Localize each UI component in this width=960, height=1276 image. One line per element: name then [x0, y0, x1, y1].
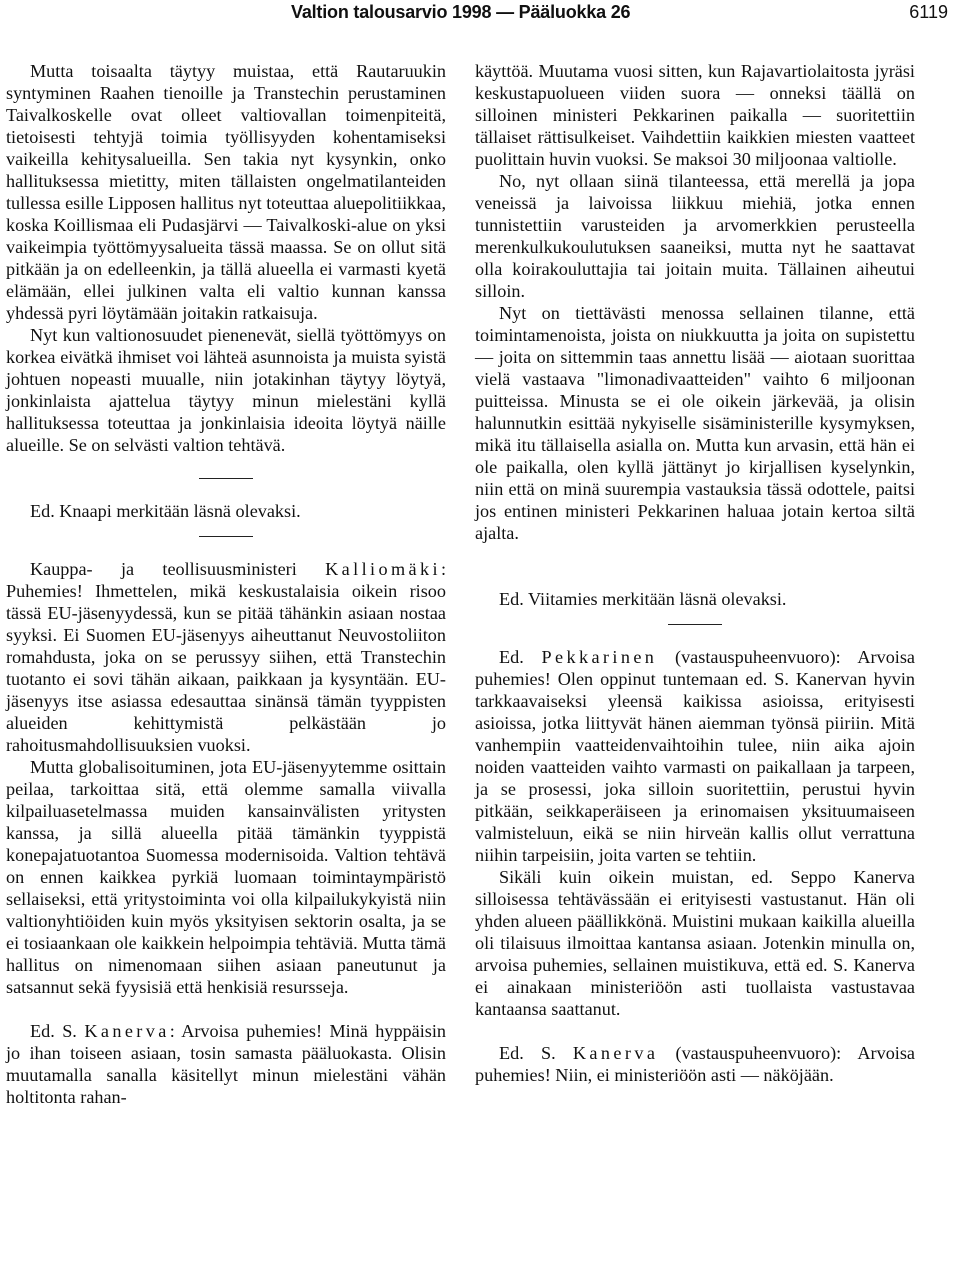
speech-paragraph [475, 1042, 915, 1086]
spacer [475, 566, 915, 588]
spacer [6, 998, 446, 1020]
page-header [0, 2, 960, 28]
speaker-name: Kanerva [84, 1021, 170, 1041]
paragraph: No, nyt ollaan siinä tilanteessa, että merellä ja jopa veneissä ja laivoissa liikkuu miehiä, jotka ennen tunnistettiin varusteiden ja arvomerkkien perusteella merenkulkukoulutuksen saaneiksi, mutta nyt he saattavat olla koirakouluttajia tai joitain muita. Tällainen aiheutui silloin. [475, 171, 915, 301]
speech-text: (vastauspuheenvuoro): Arvoisa puhemies! Niin, ei ministeriöön asti — näköjään. [475, 1043, 915, 1085]
speech-paragraph [6, 558, 446, 756]
paragraph: Mutta globalisoituminen, jota EU-jäsenyytemme osittain peilaa, tarkoittaa sitä, että olemme samalla viivalla kilpailuasetelmassa muiden kansainvälisten yritysten kanssa, ja sillä alueella pitää tämänkin tyyppistä konepajatuotantoa Suomessa modernisoida. Valtion tehtävä on ennen kaikkea pyrkiä luomaan toimintaympäristö sellaiseksi, että yritystoiminta voi olla kilpailukykyistä niin valtionyhtiöiden kuin myös yksityisen sektorin osalta, ja se ei tosiaankaan ole kaikkein helpoimpia tehtäviä. Mutta tämä hallitus on nimenomaan siihen asiaan paneutunut ja satsannut sekä fyysisiä että henkisiä resursseja. [6, 757, 446, 997]
speech-text: : Arvoisa puhemies! Minä hyppäisin jo ihan toiseen asiaan, tosin samasta pääluokasta. Olisin muutamalla sanalla käsitellyt minun mielestäni vähän holtitonta rahan- [6, 1021, 446, 1107]
speaker-intro: Ed. [499, 647, 524, 667]
speech-text: (vastauspuheenvuoro): Arvoisa puhemies! Olen oppinut tuntemaan ed. S. Kanervan hyvin tarkkaavaiseksi yleensä kaikissa asioissa, erityisesti asioissa, jotka liittyvät hänen aiemman työnsä piiriin. Mitä vanhempiin vaatteidenvaihtoihin tulee, niin aika ajoin noiden vaatteiden vaihto varmasti on paikallaan ja tarpeen, ja se prosessi, joka silloin suoritettiin, perustui hyvin pitkään, seikkaperäiseen ja erinomaisen yksituumaiseen valmisteluun, eikä se niin hirveän kallis ollut verrattuna niihin tarpeisiin, joita varten se tehtiin. [475, 647, 915, 865]
attendance-note: Ed. Knaapi merkitään läsnä olevaksi. [30, 501, 301, 521]
speech-text: : Puhemies! Ihmettelen, mikä keskustalaisia oikein risoo tässä EU-jäsenyydessä, kun se pitää tähänkin asiaan nostaa syyksi. Ei Suomen EU-jäsenyys aiheuttanut Neuvostoliiton romahdusta, joka on se perussyy siihen, että Transtechin tuotanto ei sovi tähän aikaan, paikkaan ja kysyntään. EU-jäsenyys itse asiassa edesauttaa sinänsä tämän tyyppisten alueiden kehittymistä pelkästään jo rahoitusmahdollisuuksien vuoksi. [6, 559, 446, 755]
attendance-note: Ed. Viitamies merkitään läsnä olevaksi. [499, 589, 787, 609]
speech-paragraph [475, 646, 915, 866]
speaker-name: Pekkarinen [541, 647, 658, 667]
speaker-intro: Ed. S. [499, 1043, 556, 1063]
speaker-intro: Ed. S. [30, 1021, 77, 1041]
running-title: Valtion talousarvio 1998 — Pääluokka 26 [291, 2, 631, 22]
paragraph: Nyt kun valtionosuudet pienenevät, siellä työttömyys on korkea eivätkä ihmiset voi lähteä asunnoista ja muista syistä johtuen nopeasti muualle, niin jotakinhan täytyy löytyä, jonkinlaista ajattelua täytyy minun mielestäni kyllä hallituksessa toteuttaa ja jonkinlaisia ideoita löytyä näille alueille. Se on selvästi valtion tehtävä. [6, 325, 446, 455]
section-divider [199, 536, 253, 537]
spacer [475, 544, 915, 566]
paragraph: Sikäli kuin oikein muistan, ed. Seppo Kanerva silloisessa tehtävässään ei erityisesti vastustanut. Hän oli yhden alueen päällikkönä. Muistini mukaan kaikilla alueilla oli tilaisuus ilmoittaa kantansa asiaan. Jotenkin minulla on, arvoisa puhemies, sellainen muistikuva, että ed. S. Kanerva ei ainakaan ministeriöön asti tuollaista vastustavaa kantaansa saattanut. [475, 867, 915, 1019]
spacer [475, 1020, 915, 1042]
speech-paragraph [6, 1020, 446, 1108]
section-divider [199, 478, 253, 479]
paragraph: käyttöä. Muutama vuosi sitten, kun Rajavartiolaitosta jyräsi keskustapuolueen viiden suora — onneksi täällä on silloinen ministeri Pekkarinen paikalla — suoritettiin tällaiset rättisulkeiset. Vaihdettiin kaikkien miesten vaatteet puolittain huvin vuoksi. Se maksoi 30 miljoonaa valtiolle. [475, 61, 915, 169]
speaker-intro: Kauppa- ja teollisuusministeri [30, 559, 297, 579]
paragraph: Nyt on tiettävästi menossa sellainen tilanne, että toimintamenoista, joista on niukkuutta ja joita on supistettu — joita on sittemmin taas annettu lisää — aiotaan suorittaa vielä vastaava "limonadivaatteiden" vaihto 6 miljoonan puitteissa. Minusta se ei ole oikein järkevää, ja olisin halunnutkin esittää nykyiselle sisäministerille kysymyksen, mikä itu tällaisella asialla on. Mutta kun arvasin, että hän ei ole paikalla, olen kyllä jättänyt jo kirjallisen kyselynkin, niin että on minä suurempia vastauksia tässä odottele, paitsi jos entinen ministeri Pekkarinen haluaa jotain kertoa siltä ajalta. [475, 303, 915, 543]
left-column [6, 60, 446, 1108]
paragraph: Mutta toisaalta täytyy muistaa, että Rautaruukin syntyminen Raahen tienoille ja Transtechin perustaminen Taivalkoskelle ovat olleet valtiovallan toimenpiteitä, tietoisesti tehtyjä toimia työllisyyden kohentamiseksi vaikeilla kehitysalueilla. Sen takia nyt kysynkin, onko hallituksessa mietitty, miten tällaisten ongelmatilanteiden tullessa esille Lipposen hallitus nyt toteuttaa aluepolitiikkaa, koska Koillismaa eli Pudasjärvi — Taivalkoski-alue on yksi vaikeimpia työttömyysalueita tässä maassa. Se on ollut sitä pitkään ja on edelleenkin, ja tällä alueella ei varmasti kyetä elämään, ellei julkinen valta eli valtio kunnan kanssa yhdessä pyri löytämään joitakin ratkaisuja. [6, 61, 446, 323]
speaker-name: Kalliomäki [325, 559, 441, 579]
page-number: 6119 [909, 2, 948, 22]
speaker-name: Kanerva [572, 1043, 659, 1063]
section-divider [668, 624, 722, 625]
right-column [475, 60, 915, 1086]
